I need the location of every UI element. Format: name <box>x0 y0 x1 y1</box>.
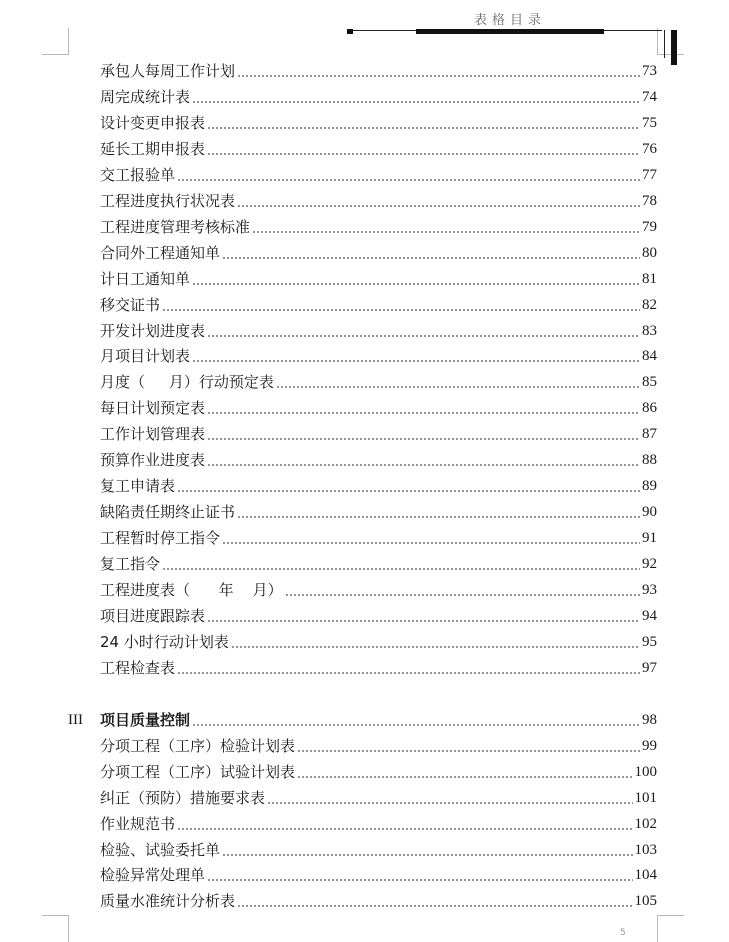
toc-entry-title: 检验异常处理单 <box>100 866 206 884</box>
dot-leader <box>192 360 640 362</box>
toc-entry-title: 月项目计划表 <box>100 347 191 365</box>
dot-leader <box>177 179 640 181</box>
toc-entry-title: 设计变更申报表 <box>100 114 206 132</box>
header-rule-end-mark <box>347 29 353 34</box>
section-number: III <box>68 712 83 728</box>
toc-entry[interactable] <box>100 369 657 395</box>
toc-entry-title: 移交证书 <box>100 296 161 314</box>
toc-entry[interactable] <box>100 421 657 447</box>
toc-entry[interactable] <box>100 110 657 136</box>
toc-entry-title: 作业规范书 <box>100 815 176 833</box>
toc-entry[interactable] <box>100 759 657 785</box>
dot-leader <box>207 620 640 622</box>
toc-entry-title: 检验、试验委托单 <box>100 841 221 859</box>
toc-entry-page: 86 <box>642 400 657 416</box>
crop-mark-bottom-left <box>42 915 69 942</box>
toc-entry-title: 周完成统计表 <box>100 88 191 106</box>
toc-entry-page: 83 <box>642 323 657 339</box>
dot-leader <box>237 516 640 518</box>
dot-leader <box>162 309 640 311</box>
toc-entry-title: 质量水准统计分析表 <box>100 892 236 910</box>
toc-entry-page: 102 <box>634 816 657 832</box>
toc-entry-title: 24 小时行动计划表 <box>100 633 229 651</box>
header-side-bar <box>671 30 677 65</box>
toc-entry[interactable] <box>100 655 657 681</box>
toc-entry[interactable] <box>100 343 657 369</box>
toc-entry-page: 82 <box>642 297 657 313</box>
toc-entry[interactable] <box>100 84 657 110</box>
toc-entry-page: 99 <box>642 738 657 754</box>
section-page: 98 <box>642 712 657 728</box>
dot-leader <box>207 153 640 155</box>
toc-entry-page: 85 <box>642 374 657 390</box>
toc-entry-page: 93 <box>642 582 657 598</box>
section-title: 项目质量控制 <box>100 711 191 729</box>
toc-entry-page: 103 <box>634 842 657 858</box>
dot-leader <box>237 75 640 77</box>
toc-entry-title: 工程检查表 <box>100 659 176 677</box>
toc-entry-page: 87 <box>642 426 657 442</box>
dot-leader <box>192 101 640 103</box>
dot-leader <box>207 127 640 129</box>
toc-entry[interactable] <box>100 240 657 266</box>
toc-entry-page: 78 <box>642 193 657 209</box>
toc-entry-page: 81 <box>642 271 657 287</box>
toc-entry-title: 合同外工程通知单 <box>100 244 221 262</box>
toc-entry-title: 工程进度执行状况表 <box>100 192 236 210</box>
section-heading[interactable] <box>100 707 657 733</box>
toc-entry[interactable] <box>100 395 657 421</box>
crop-mark-bottom-right <box>657 915 684 942</box>
toc-entry-title: 开发计划进度表 <box>100 322 206 340</box>
toc-entry-page: 95 <box>642 634 657 650</box>
toc-entry-title: 分项工程（工序）检验计划表 <box>100 737 296 755</box>
toc-entry-page: 94 <box>642 608 657 624</box>
toc-entry-page: 97 <box>642 660 657 676</box>
toc-entry-page: 76 <box>642 141 657 157</box>
toc-entry[interactable] <box>100 162 657 188</box>
dot-leader <box>177 828 632 830</box>
toc-entry-title: 复工申请表 <box>100 477 176 495</box>
toc-entry[interactable] <box>100 733 657 759</box>
dot-leader <box>297 750 640 752</box>
toc-entry-page: 80 <box>642 245 657 261</box>
toc-entry[interactable] <box>100 577 657 603</box>
dot-leader <box>237 905 632 907</box>
toc-entry[interactable] <box>100 188 657 214</box>
toc-entry-page: 77 <box>642 167 657 183</box>
toc-entry[interactable] <box>100 811 657 837</box>
header-rule-thick <box>416 29 604 34</box>
toc-entry[interactable] <box>100 473 657 499</box>
dot-leader <box>162 568 640 570</box>
toc-entry-title: 月度（ 月）行动预定表 <box>100 373 274 391</box>
toc-entry-page: 90 <box>642 504 657 520</box>
dot-leader <box>237 205 640 207</box>
toc-entry[interactable] <box>100 214 657 240</box>
toc-entry[interactable] <box>100 266 657 292</box>
toc-entry-title: 承包人每周工作计划 <box>100 62 236 80</box>
dot-leader <box>207 879 632 881</box>
dot-leader <box>207 335 640 337</box>
toc-entry-page: 74 <box>642 89 657 105</box>
toc-entry[interactable] <box>100 629 657 655</box>
toc-entry[interactable] <box>100 551 657 577</box>
toc-entry-page: 92 <box>642 556 657 572</box>
toc-entry-title: 项目进度跟踪表 <box>100 607 206 625</box>
dot-leader <box>222 854 632 856</box>
dot-leader <box>276 386 640 388</box>
dot-leader <box>252 231 640 233</box>
toc-entry-page: 73 <box>642 63 657 79</box>
toc-entry[interactable] <box>100 292 657 318</box>
toc-entry-page: 79 <box>642 219 657 235</box>
toc-entry[interactable] <box>100 58 657 84</box>
toc-entry-page: 91 <box>642 530 657 546</box>
toc-entry-title: 缺陷责任期终止证书 <box>100 503 236 521</box>
toc-entry-title: 纠正（预防）措施要求表 <box>100 789 266 807</box>
dot-leader <box>177 672 640 674</box>
toc-entry-page: 84 <box>642 348 657 364</box>
dot-leader <box>192 283 640 285</box>
dot-leader <box>207 438 640 440</box>
toc-entry-page: 104 <box>634 867 657 883</box>
toc-entry[interactable] <box>100 862 657 888</box>
toc-entry-page: 88 <box>642 452 657 468</box>
toc-entry-page: 100 <box>634 764 657 780</box>
dot-leader <box>231 646 640 648</box>
toc-entry-title: 工程进度表（ 年 月） <box>100 581 283 599</box>
toc-entry[interactable] <box>100 499 657 525</box>
crop-mark-top-left <box>42 28 69 55</box>
toc-entry-title: 分项工程（工序）试验计划表 <box>100 763 296 781</box>
toc-entry-title: 预算作业进度表 <box>100 451 206 469</box>
toc-entry[interactable] <box>100 837 657 863</box>
dot-leader <box>177 490 640 492</box>
running-header-title: 表格目录 <box>473 13 546 28</box>
dot-leader <box>285 594 640 596</box>
toc-entry-title: 工程暂时停工指令 <box>100 529 221 547</box>
toc-entry-page: 105 <box>634 893 657 909</box>
toc-entry[interactable] <box>100 318 657 344</box>
toc-entry[interactable] <box>100 525 657 551</box>
dot-leader <box>297 776 632 778</box>
toc-entry-page: 101 <box>634 790 657 806</box>
toc-entry[interactable] <box>100 785 657 811</box>
toc-entry-title: 工作计划管理表 <box>100 425 206 443</box>
toc-entry[interactable] <box>100 888 657 914</box>
toc-entry-title: 工程进度管理考核标准 <box>100 218 251 236</box>
page-number-mark: 5 <box>620 928 626 938</box>
toc-entry-title: 延长工期申报表 <box>100 140 206 158</box>
toc-entry[interactable] <box>100 603 657 629</box>
dot-leader <box>207 412 640 414</box>
toc-entry-title: 复工指令 <box>100 555 161 573</box>
header-vertical-rule <box>664 30 665 58</box>
toc-entry-title: 交工报验单 <box>100 166 176 184</box>
dot-leader <box>192 724 640 726</box>
dot-leader <box>267 802 632 804</box>
toc-entry-page: 89 <box>642 478 657 494</box>
dot-leader <box>222 257 640 259</box>
toc-entry-title: 计日工通知单 <box>100 270 191 288</box>
toc-entry[interactable] <box>100 447 657 473</box>
toc-entry-page: 75 <box>642 115 657 131</box>
toc-entry[interactable] <box>100 136 657 162</box>
toc-entry-title: 每日计划预定表 <box>100 399 206 417</box>
dot-leader <box>222 542 640 544</box>
dot-leader <box>207 464 640 466</box>
